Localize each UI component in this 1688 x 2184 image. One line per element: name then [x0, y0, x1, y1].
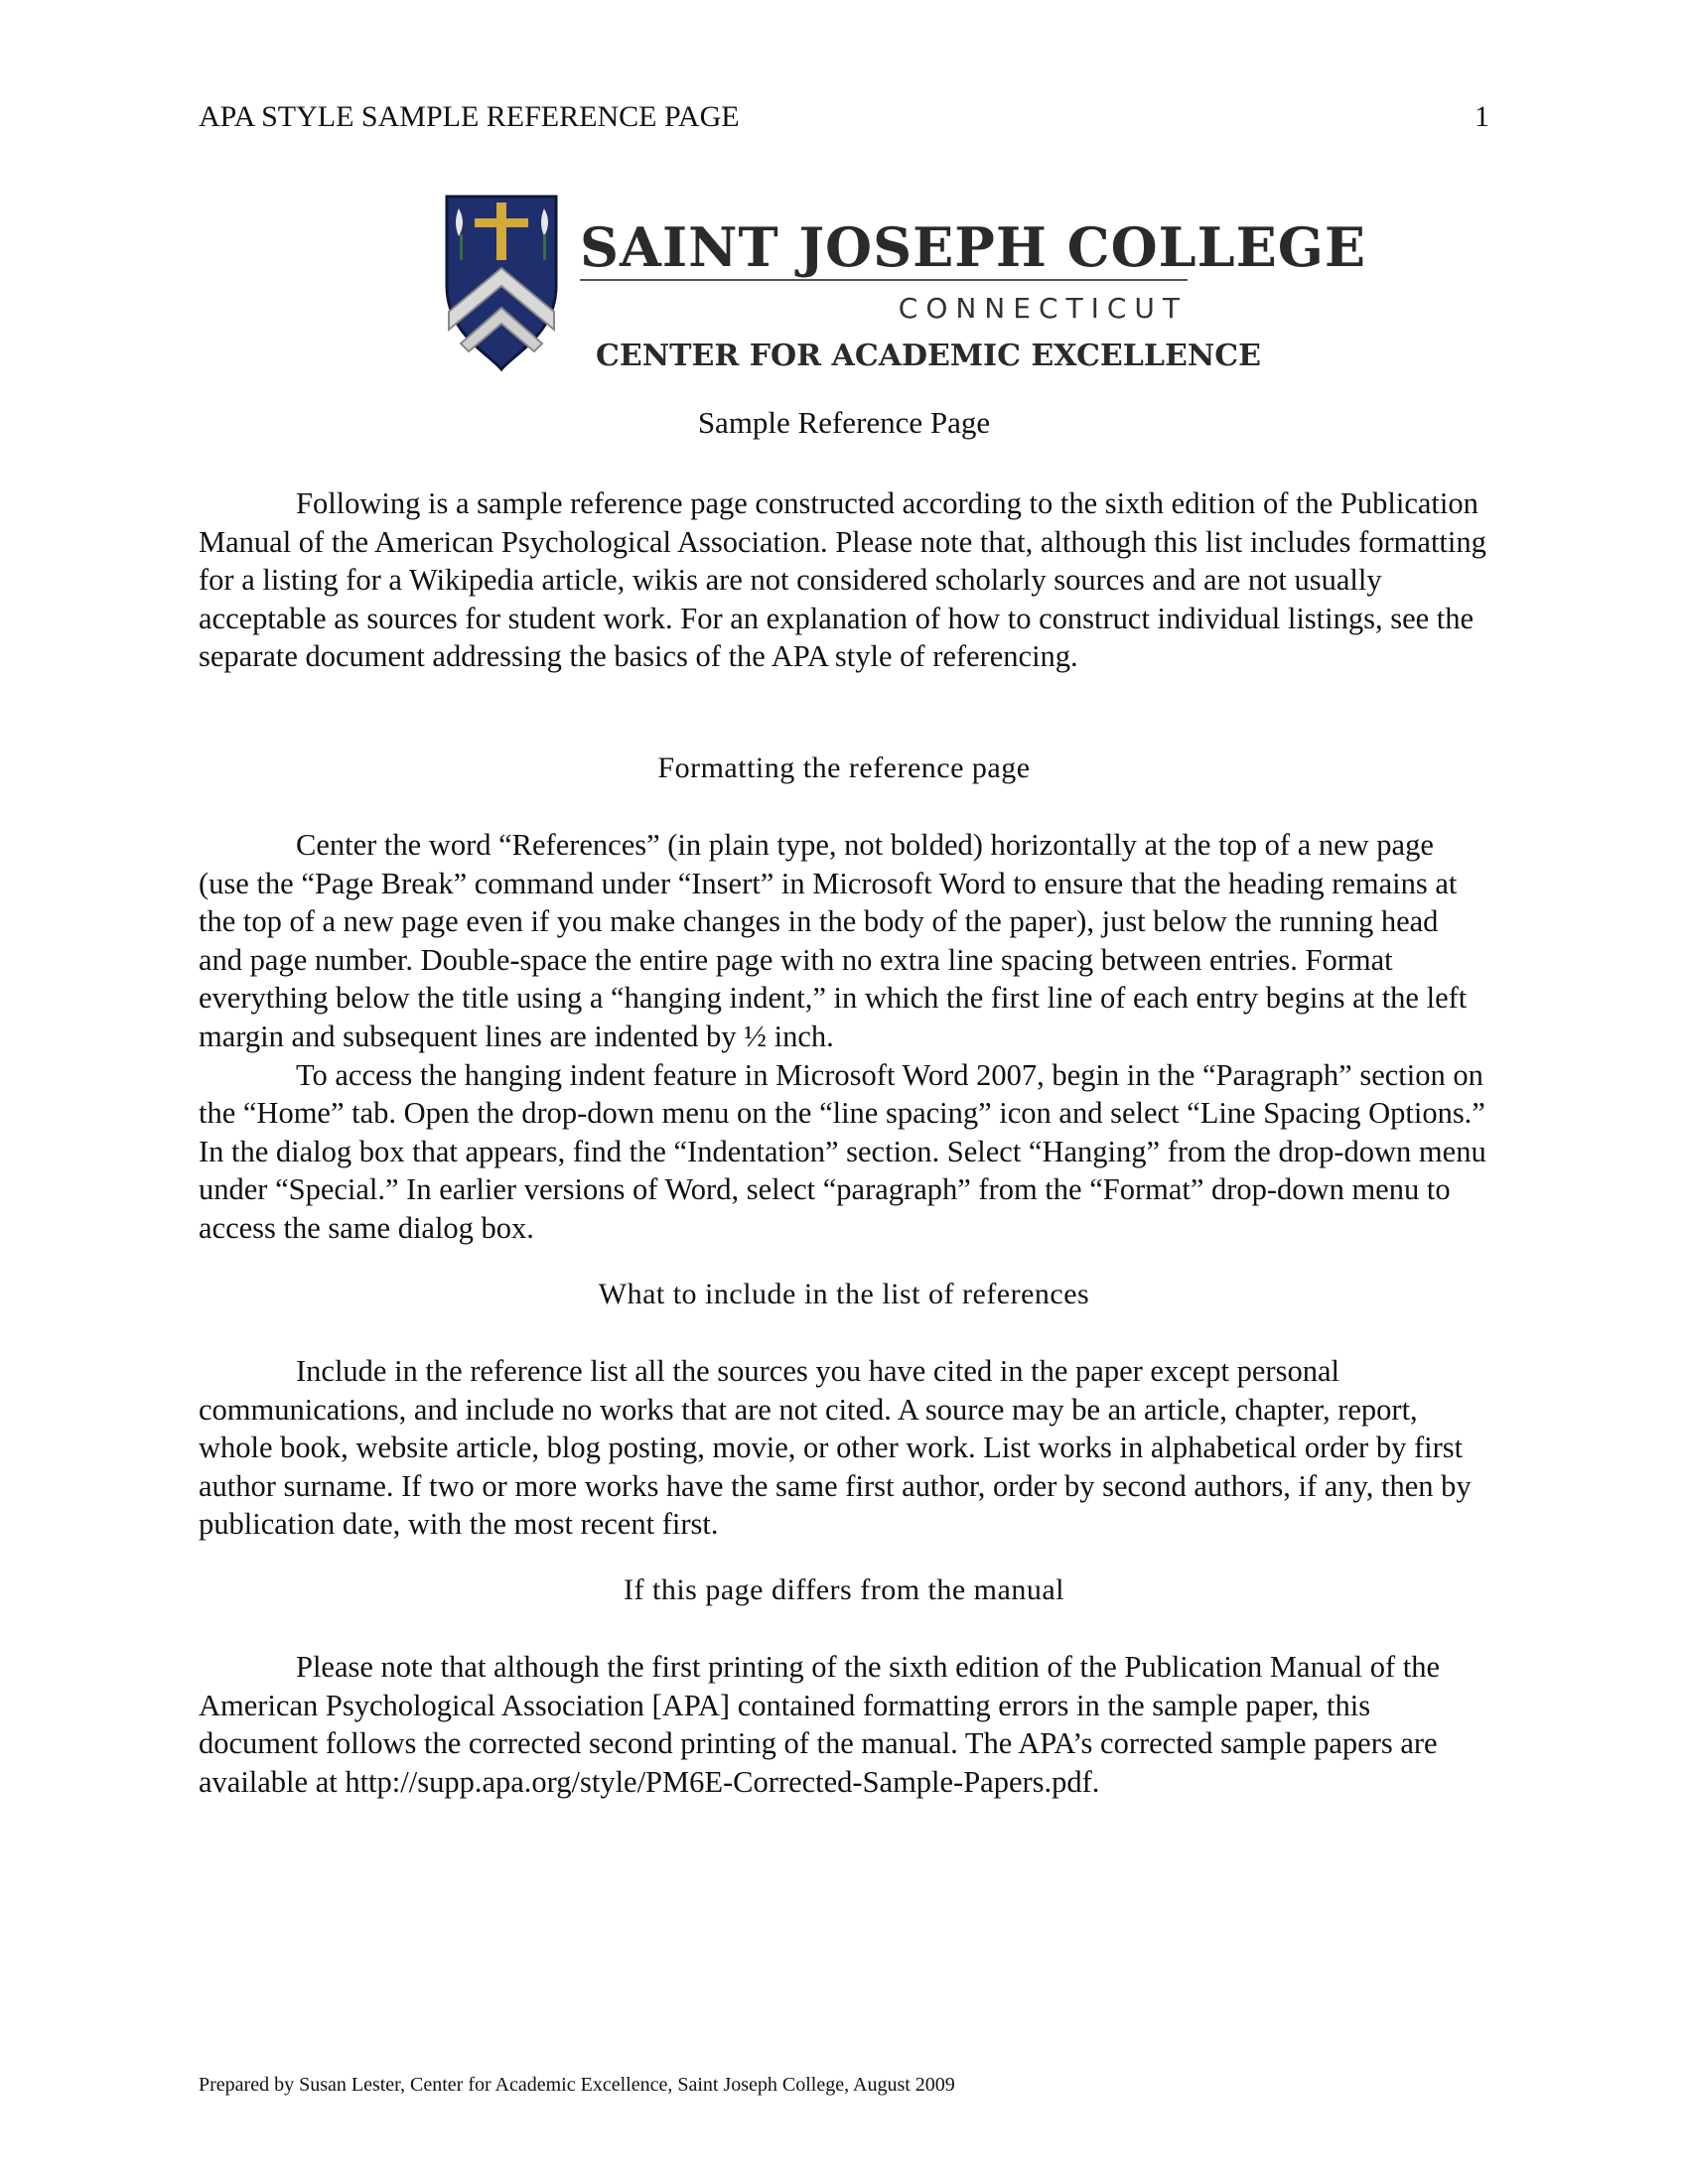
differs-paragraph: Please note that although the first printing of the sixth edition of the Publication Manual of the American Psychological Association [APA] contained formatting errors in the sample paper, this document follows the corrected second printing of the manual. The APA’s corrected sample papers are available at http://supp.apa.org/style/PM6E-Corrected-Sample-Papers.pdf.	[199, 1650, 1441, 1799]
include-section	[199, 1352, 1489, 1544]
footer-credit: Prepared by Susan Lester, Center for Academic Excellence, Saint Joseph College, August 2009	[199, 2074, 955, 2096]
section-heading-differs: If this page differs from the manual	[624, 1573, 1064, 1606]
formatting-paragraph-1: Center the word “References” (in plain type, not bolded) horizontally at the top of a new page (use the “Page Break” command under “Insert” in Microsoft Word to ensure that the heading remains at the top of a new page even if you make changes in the body of the paper), just below the running head and page number. Double-space the entire page with no extra line spacing between entries. Format everything below the title using a “hanging indent,” in which the first line of each entry begins at the left margin and subsequent lines are indented by ½ inch.	[199, 828, 1468, 1053]
differs-section	[199, 1648, 1489, 1801]
running-head-title: APA STYLE SAMPLE REFERENCE PAGE	[199, 100, 740, 133]
intro-section	[199, 484, 1489, 676]
college-logo-graphic	[445, 195, 1367, 373]
running-head	[199, 99, 1489, 135]
intro-paragraph: Following is a sample reference page constructed according to the sixth edition of the Publication Manual of the American Psychological Association. Please note that, although this list includes formatting for a listing for a Wikipedia article, wikis are not considered scholarly sources and are not usually acceptable as sources for student work. For an explanation of how to construct individual listings, see the separate document addressing the basics of the APA style of referencing.	[199, 486, 1486, 674]
section-heading-formatting: Formatting the reference page	[657, 751, 1031, 784]
formatting-section	[199, 826, 1489, 1248]
page-number: 1	[1475, 100, 1489, 133]
logo-text-college: SAINT JOSEPH COLLEGE	[580, 215, 1367, 279]
include-paragraph: Include in the reference list all the sources you have cited in the paper except personal communications, and include no works that are not cited. A source may be an article, chapter, report, whole book, website article, blog posting, movie, or other work. List works in alphabetical order by first author surname. If two or more works have the same first author, order by second authors, if any, then by publication date, with the most recent first.	[199, 1354, 1472, 1542]
page-title: Sample Reference Page	[697, 405, 991, 440]
college-logo	[445, 195, 1367, 373]
logo-text-state: CONNECTICUT	[898, 292, 1188, 325]
shield-icon	[447, 197, 556, 369]
formatting-paragraph-2: To access the hanging indent feature in Microsoft Word 2007, begin in the “Paragraph” section on the “Home” tab. Open the drop-down menu on the “line spacing” icon and select “Line Spacing Options.” In the dialog box that appears, find the “Indentation” section. Select “Hanging” from the drop-down menu under “Special.” In earlier versions of Word, select “paragraph” from the “Format” drop-down menu to access the same dialog box.	[199, 1057, 1486, 1245]
section-heading-what-to-include: What to include in the list of references	[598, 1278, 1090, 1310]
logo-text-center: CENTER FOR ACADEMIC EXCELLENCE	[596, 339, 1261, 373]
